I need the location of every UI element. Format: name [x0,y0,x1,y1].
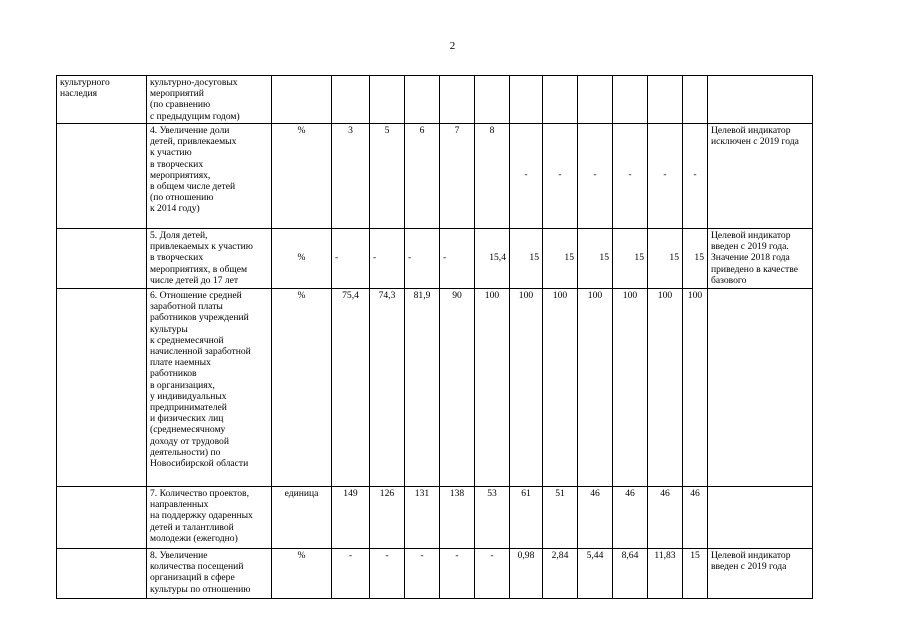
table-row [57,229,813,289]
value-cell: 5,44 [578,549,613,599]
value-cell: 74,3 [370,289,405,487]
value-cell [510,124,543,229]
value-cell [370,229,405,289]
value-cell: 46 [683,487,708,549]
value-cell [648,124,683,229]
value-cell [683,229,708,289]
value-cell [683,76,708,124]
category-cell [57,487,147,549]
value-cell: 149 [332,487,370,549]
value-cell [613,229,648,289]
value-text: - [408,252,412,263]
value-text: - [558,169,562,180]
note-cell: Целевой индикатор введен с 2019 года. Значение 2018 года приведено в качестве базового [708,229,813,289]
unit-text: % [297,252,306,263]
value-cell [440,229,475,289]
value-cell: 2,84 [543,549,578,599]
value-text: 15,4 [489,252,506,263]
indicator-cell: культурно-досуговых мероприятий (по сравнению с предыдущим годом) [147,76,272,124]
value-cell [370,76,405,124]
note-cell [708,487,813,549]
value-cell [613,124,648,229]
value-cell: 100 [578,289,613,487]
value-cell [510,76,543,124]
indicator-cell: 8. Увеличение количества посещений организаций в сфере культуры по отношению [147,549,272,599]
value-cell: - [440,549,475,599]
value-cell [332,76,370,124]
value-cell: 7 [440,124,475,229]
indicator-cell: 4. Увеличение доли детей, привлекаемых к участию в творческих мероприятиях, в общем числе детей (по отношению к 2014 году) [147,124,272,229]
value-cell: 100 [613,289,648,487]
value-text: 15 [634,252,644,263]
value-cell: 90 [440,289,475,487]
value-cell: 100 [683,289,708,487]
value-cell: 8 [475,124,510,229]
value-cell: 8,64 [613,549,648,599]
value-cell [475,76,510,124]
value-cell [578,229,613,289]
value-cell: 53 [475,487,510,549]
indicator-cell: 6. Отношение средней заработной платы работников учреждений культуры к среднемесячной начисленной заработной плате наемных работников в организациях, у индивидуальных предпринимателей и физических лиц (среднемесячному доходу от трудовой деятельности) по Новосибирской области [147,289,272,487]
value-cell: - [332,549,370,599]
category-cell [57,549,147,599]
value-cell [543,229,578,289]
value-cell [510,229,543,289]
value-cell [475,229,510,289]
value-text: 15 [529,252,539,263]
value-cell: 100 [475,289,510,487]
page-number: 2 [449,40,456,52]
value-cell [440,76,475,124]
unit-cell [272,76,332,124]
value-cell: - [475,549,510,599]
value-cell: 51 [543,487,578,549]
value-cell [578,124,613,229]
value-cell: 6 [405,124,440,229]
value-cell: 61 [510,487,543,549]
value-cell: 5 [370,124,405,229]
value-cell: 138 [440,487,475,549]
unit-cell: % [272,289,332,487]
table-row [57,549,813,599]
value-cell: - [405,549,440,599]
value-text: 15 [599,252,609,263]
category-cell: культурного наследия [57,76,147,124]
value-text: - [373,252,377,263]
table-row [57,76,813,124]
value-text: 15 [669,252,679,263]
value-text: - [663,169,667,180]
note-cell [708,289,813,487]
value-text: 15 [564,252,574,263]
indicator-cell: 5. Доля детей, привлекаемых к участию в творческих мероприятиях, в общем числе детей до 17 лет [147,229,272,289]
value-cell: 75,4 [332,289,370,487]
value-cell: 15 [683,549,708,599]
value-cell: 131 [405,487,440,549]
value-text: - [628,169,632,180]
note-cell: Целевой индикатор исключен с 2019 года [708,124,813,229]
unit-cell: % [272,549,332,599]
value-cell: 100 [543,289,578,487]
value-cell [578,76,613,124]
value-text: - [524,169,528,180]
value-cell [332,229,370,289]
table-row [57,124,813,229]
note-cell [708,76,813,124]
indicators-table [56,75,813,599]
value-cell [648,76,683,124]
value-cell: 46 [648,487,683,549]
unit-cell: единица [272,487,332,549]
table-row [57,487,813,549]
unit-cell [272,229,332,289]
value-cell: 46 [578,487,613,549]
value-text: 15 [694,252,704,263]
value-cell [683,124,708,229]
value-cell [613,76,648,124]
value-cell: 46 [613,487,648,549]
value-cell: 100 [648,289,683,487]
value-cell: 0,98 [510,549,543,599]
unit-cell: % [272,124,332,229]
value-cell: 11,83 [648,549,683,599]
category-cell [57,289,147,487]
value-text: - [443,252,447,263]
value-cell [648,229,683,289]
value-text: - [593,169,597,180]
table-row [57,289,813,487]
value-cell: 81,9 [405,289,440,487]
value-cell: 100 [510,289,543,487]
category-cell [57,229,147,289]
indicator-cell: 7. Количество проектов, направленных на поддержку одаренных детей и талантливой молодежи (ежегодно) [147,487,272,549]
note-cell: Целевой индикатор введен с 2019 года [708,549,813,599]
category-cell [57,124,147,229]
value-cell [543,124,578,229]
value-cell [405,76,440,124]
value-text: - [335,252,339,263]
value-cell: - [370,549,405,599]
value-cell: 126 [370,487,405,549]
value-cell [543,76,578,124]
value-text: - [693,169,697,180]
value-cell [405,229,440,289]
value-cell: 3 [332,124,370,229]
